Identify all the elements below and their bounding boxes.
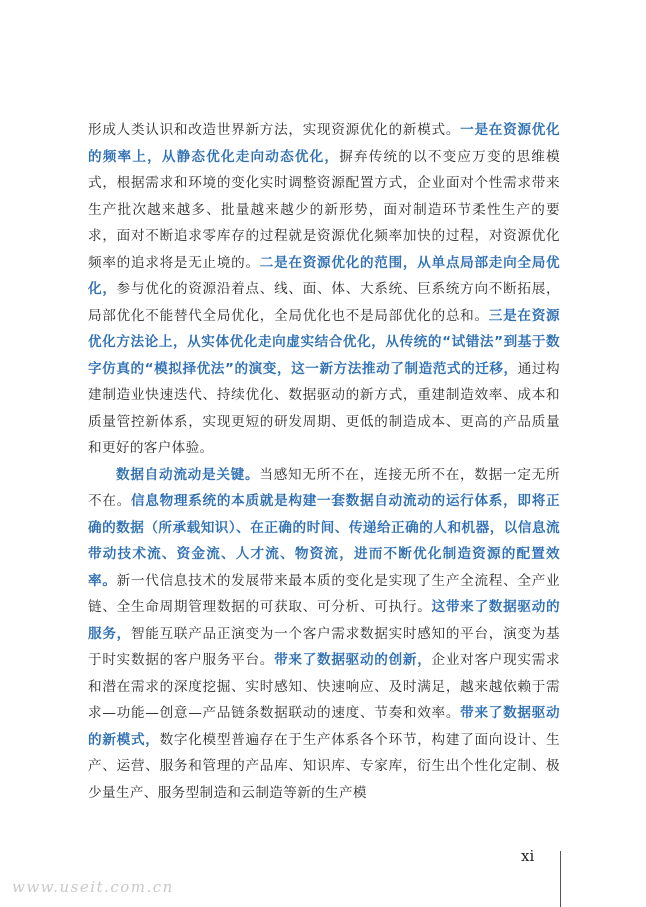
highlighted-text: 这带来了数据驱动的服务， [88, 599, 560, 642]
highlighted-text: 数据自动流动是关键。 [116, 466, 260, 483]
text-run: 智能互联产品正演变为一个客户需求数据实时感知的平台，演变为基于时实数据的客户服务平台。 [88, 625, 560, 668]
body-text [88, 117, 560, 806]
text-run: 数字化模型普遍存在于生产体系各个环节，构建了面向设计、生产、运营、服务和管理的产品库、知识库、专家库，衍生出个性化定制、极少量生产、服务型制造和云制造等新的生产模 [88, 731, 560, 801]
text-run: 摒弃传统的以不变应万变的思维模式，根据需求和环境的变化实时调整资源配置方式，企业面对个性需求带来生产批次越来越多、批量越来越少的新形势，面对制造环节柔性生产的要求，面对不断追求零库存的过程就是资源优化频率加快的过程，对资源优化频率的追求将是无止境的。 [88, 148, 561, 271]
highlighted-text: 二是在资源优化的范围，从单点局部走向全局优化， [88, 254, 560, 297]
highlighted-text: 带来了数据驱动的创新， [274, 652, 432, 668]
paragraph [88, 462, 560, 807]
paragraph [88, 117, 560, 462]
watermark: www.useit.com.cn [12, 878, 174, 896]
text-run: 通过构建制造业快速迭代、持续优化、数据驱动的新方式，重建制造效率、成本和质量管控新体系，实现更短的研发周期、更低的制造成本、更高的产品质量和更好的客户体验。 [88, 360, 560, 456]
text-run: 新一代信息技术的发展带来最本质的变化是实现了生产全流程、全产业链、全生命周期管理数据的可获取、可分析、可执行。 [88, 572, 560, 615]
highlighted-text: 信息物理系统的本质就是构建一套数据自动流动的运行体系，即将正确的数据（所承载知识）、在正确的时间、传递给正确的人和机器，以信息流带动技术流、资金流、人才流、物资流，进而不断优化制造资源的配置效率。 [88, 493, 560, 589]
highlighted-text: 三是在资源优化方法论上，从实体优化走向虚实结合优化，从传统的“试错法”到基于数字仿真的“模拟择优法”的演变，这一新方法推动了制造范式的迁移， [88, 307, 560, 377]
text-run: 企业对客户现实需求和潜在需求的深度挖掘、实时感知、快速响应、及时满足，越来越依赖于需求—功能—创意—产品链条数据联动的速度、节奏和效率。 [88, 652, 560, 721]
page-number: xi [521, 847, 535, 865]
text-run: 形成人类认识和改造世界新方法，实现资源优化的新模式。 [88, 122, 461, 138]
highlighted-text: 带来了数据驱动的新模式， [88, 705, 560, 748]
text-run: 当感知无所不在，连接无所不在，数据一定无所不在。 [88, 466, 560, 509]
highlighted-text: 一是在资源优化的频率上，从静态优化走向动态优化， [88, 122, 560, 165]
text-run: 参与优化的资源沿着点、线、面、体、大系统、巨系统方向不断拓展，局部优化不能替代全局优化，全局优化也不是局部优化的总和。 [88, 281, 560, 324]
margin-rule [560, 851, 561, 907]
